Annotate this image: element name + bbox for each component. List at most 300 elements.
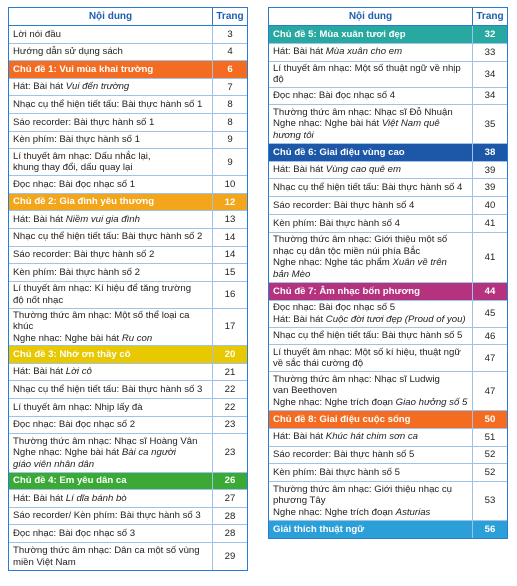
toc-entry-title	[269, 429, 472, 446]
toc-entry-title	[9, 114, 212, 131]
toc-entry-line	[273, 484, 468, 496]
toc-entry-text: độ nốt nhạc	[13, 294, 64, 306]
toc-entry-line	[13, 267, 208, 279]
toc-row[interactable]	[9, 247, 247, 265]
toc-entry-title	[9, 417, 212, 434]
toc-entry-text: Sáo recorder/ Kèn phím: Bài thực hành số 3	[13, 510, 201, 522]
toc-row[interactable]	[9, 229, 247, 247]
toc-row[interactable]	[9, 490, 247, 508]
toc-entry-line	[273, 397, 468, 409]
toc-entry-line	[273, 431, 468, 443]
toc-entry-line	[13, 493, 208, 505]
toc-page-number: 38	[472, 144, 507, 161]
toc-entry-line	[13, 436, 208, 448]
toc-entry-line	[13, 557, 208, 569]
toc-entry-text: Chủ đề 3: Nhớ ơn thầy cô	[13, 348, 131, 360]
toc-row[interactable]	[9, 364, 247, 382]
toc-topic-row[interactable]	[9, 61, 247, 79]
toc-entry-text: Đọc nhạc: Bài đọc nhạc số 3	[13, 528, 136, 540]
toc-entry-title	[9, 282, 212, 308]
toc-entry-line	[273, 414, 468, 426]
toc-page-number: 26	[212, 473, 247, 490]
toc-entry-title	[9, 473, 212, 490]
toc-entry-title	[269, 215, 472, 232]
toc-page-number: 13	[212, 211, 247, 228]
toc-entry-title-italic: Lí dĩa bánh bò	[65, 492, 127, 504]
toc-entry-text: Thường thức âm nhạc: Nhạc sĩ Ludwig	[273, 373, 440, 385]
toc-page-number: 9	[212, 149, 247, 175]
toc-entry-text: Lí thuyết âm nhạc: Một số thuật ngữ về nhịp độ	[273, 62, 461, 86]
toc-entry-text: Nghe nhạc: Nghe trích đoạn	[273, 506, 396, 518]
toc-row[interactable]	[269, 215, 507, 233]
toc-rows	[269, 26, 507, 538]
toc-entry-title	[9, 79, 212, 96]
toc-entry-line	[13, 151, 208, 163]
toc-entry-line	[273, 302, 468, 314]
toc-entry-title	[9, 543, 212, 570]
toc-entry-text: về sắc thái cường độ	[273, 358, 364, 370]
toc-entry-text: Thường thức âm nhạc: Giới thiệu một số	[273, 234, 448, 246]
toc-entry-title-italic: bản Mèo	[273, 268, 311, 280]
toc-entry-text: Lí thuyết âm nhạc: Nhịp lấy đà	[13, 401, 143, 413]
toc-row[interactable]	[9, 543, 247, 570]
toc-entry-line	[273, 234, 468, 246]
toc-row[interactable]	[9, 399, 247, 417]
toc-entry-title	[269, 144, 472, 161]
toc-entry-line	[273, 90, 468, 102]
toc-entry-text: Nghe nhạc: Nghe bài hát	[13, 447, 122, 459]
toc-entry-text: khung thay đổi, dấu quay lại	[13, 162, 133, 174]
toc-entry-line	[273, 118, 468, 130]
toc-entry-title	[269, 197, 472, 214]
toc-page-number: 8	[212, 114, 247, 131]
toc-entry-line	[13, 134, 208, 146]
toc-entry-line	[13, 283, 208, 295]
toc-page-number: 17	[212, 309, 247, 346]
toc-row[interactable]	[9, 508, 247, 526]
toc-row[interactable]	[269, 88, 507, 106]
toc-entry-line	[13, 402, 208, 414]
toc-entry-title	[269, 88, 472, 105]
toc-entry-title	[269, 345, 472, 371]
toc-entry-title	[9, 96, 212, 113]
toc-entry-line	[273, 507, 468, 519]
toc-topic-row[interactable]	[269, 521, 507, 539]
toc-page-number: 52	[472, 464, 507, 481]
toc-header	[9, 8, 247, 26]
toc-entry-line	[273, 286, 468, 298]
toc-entry-line	[13, 46, 208, 58]
toc-entry-text: Sáo recorder: Bài thực hành số 1	[13, 116, 155, 128]
toc-entry-line	[273, 385, 468, 397]
toc-entry-text: Kèn phím: Bài thực hành số 4	[273, 217, 400, 229]
toc-page-number: 40	[472, 197, 507, 214]
toc-entry-text: Thường thức âm nhạc: Dân ca một số vùng	[13, 545, 200, 557]
toc-entry-line	[13, 333, 208, 345]
toc-page-number: 20	[212, 346, 247, 363]
toc-entry-text: Hướng dẫn sử dụng sách	[13, 46, 123, 58]
toc-entry-text: Hát: Bài hát	[273, 164, 326, 176]
toc-entry-title	[269, 521, 472, 539]
toc-page-number: 22	[212, 399, 247, 416]
toc-row[interactable]	[269, 482, 507, 521]
toc-entry-title-italic: Niềm vui gia đình	[65, 213, 140, 225]
toc-page-number: 9	[212, 132, 247, 149]
toc-topic-row[interactable]	[9, 194, 247, 212]
toc-entry-title	[269, 372, 472, 410]
toc-entry-line	[13, 64, 208, 76]
toc-entry-text: Hát: Bài hát	[273, 313, 326, 325]
toc-row[interactable]	[269, 447, 507, 465]
toc-entry-title	[9, 346, 212, 363]
toc-entry-title-italic: Xuân về trên	[392, 257, 447, 269]
toc-entry-line	[13, 510, 208, 522]
toc-entry-line	[273, 46, 468, 58]
toc-page-number: 27	[212, 490, 247, 507]
toc-entry-text: Giải thích thuật ngữ	[273, 523, 365, 535]
toc-entry-line	[273, 182, 468, 194]
header-page: Trang	[212, 8, 247, 25]
toc-entry-line	[13, 214, 208, 226]
header-content: Nội dung	[88, 11, 133, 22]
toc-row[interactable]	[9, 96, 247, 114]
toc-page-number: 52	[472, 447, 507, 464]
toc-entry-title	[9, 149, 212, 175]
toc-page-number: 39	[472, 179, 507, 196]
toc-entry-title	[269, 105, 472, 143]
toc-entry-title	[269, 179, 472, 196]
toc-entry-line	[273, 358, 468, 370]
toc-entry-title-italic: Lời cô	[65, 366, 92, 378]
toc-page-number: 3	[212, 26, 247, 43]
toc-entry-title	[269, 301, 472, 327]
toc-entry-title	[9, 44, 212, 61]
toc-page-number: 47	[472, 345, 507, 371]
toc-topic-row[interactable]	[269, 283, 507, 301]
toc-entry-line	[13, 249, 208, 261]
toc-entry-line	[273, 330, 468, 342]
toc-entry-title-italic: Bài ca người	[121, 447, 176, 459]
toc-entry-line	[13, 310, 208, 333]
toc-row[interactable]	[9, 381, 247, 399]
toc-entry-title	[269, 44, 472, 61]
toc-entry-line	[273, 467, 468, 479]
toc-entry-line	[273, 269, 468, 281]
toc-page-number: 28	[212, 508, 247, 525]
toc-entry-text: Sáo recorder: Bài thực hành số 4	[273, 199, 415, 211]
toc-page-number: 29	[212, 543, 247, 570]
toc-entry-title-italic: Giao hưởng số 5	[395, 396, 468, 408]
toc-entry-text: Đọc nhạc: Bài đọc nhạc số 4	[273, 90, 396, 102]
toc-entry-title	[9, 490, 212, 507]
toc-entry-title	[9, 309, 212, 346]
toc-entry-text: Thường thức âm nhạc: Một số thể loại ca khúc	[13, 309, 190, 333]
toc-entry-text: Đọc nhạc: Bài đọc nhạc số 5	[273, 302, 396, 314]
toc-row[interactable]	[9, 132, 247, 150]
toc-row[interactable]	[9, 417, 247, 435]
toc-entry-text: Chủ đề 8: Giai điệu cuộc sống	[273, 413, 411, 425]
toc-entry-text: Đọc nhạc: Bài đọc nhạc số 2	[13, 419, 136, 431]
toc-entry-line	[13, 162, 208, 174]
toc-row[interactable]	[9, 211, 247, 229]
toc-entry-title	[9, 399, 212, 416]
toc-entry-text: Sáo recorder: Bài thực hành số 5	[273, 449, 415, 461]
toc-row[interactable]	[269, 105, 507, 144]
toc-entry-line	[13, 179, 208, 191]
toc-row[interactable]	[269, 372, 507, 411]
toc-page-number: 15	[212, 264, 247, 281]
toc-entry-line	[273, 257, 468, 269]
toc-row[interactable]	[269, 44, 507, 62]
toc-page-number: 53	[472, 482, 507, 520]
toc-entry-text: nhạc cụ dân tộc miền núi phía Bắc	[273, 245, 421, 257]
toc-entry-title-italic: Ru con	[121, 332, 153, 344]
toc-entry-line	[13, 384, 208, 396]
toc-page-number: 4	[212, 44, 247, 61]
toc-page-number: 22	[212, 381, 247, 398]
toc-row[interactable]	[9, 434, 247, 473]
toc-entry-text: Nghe nhạc: Nghe trích đoạn	[273, 396, 396, 408]
toc-entry-text: Nhạc cụ thể hiện tiết tấu: Bài thực hành số 2	[13, 231, 203, 243]
toc-entry-line	[273, 130, 468, 142]
toc-entry-line	[13, 475, 208, 487]
toc-entry-title	[9, 194, 212, 211]
toc-row[interactable]	[9, 525, 247, 543]
toc-entry-text: Nghe nhạc: Nghe bài hát	[13, 332, 122, 344]
toc-entry-line	[13, 29, 208, 41]
toc-entry-title	[269, 283, 472, 300]
toc-entry-title	[269, 447, 472, 464]
toc-page-number: 10	[212, 176, 247, 193]
toc-entry-text: Chủ đề 1: Vui mùa khai trường	[13, 63, 154, 75]
toc-page-number: 32	[472, 26, 507, 43]
toc-entry-text: Kèn phím: Bài thực hành số 5	[273, 467, 400, 478]
toc-entry-line	[273, 347, 468, 359]
toc-entry-title	[9, 364, 212, 381]
toc-entry-text: Nhạc cụ thể hiện tiết tấu: Bài thực hành số 3	[13, 383, 203, 395]
toc-row[interactable]	[9, 44, 247, 62]
toc-row[interactable]	[269, 429, 507, 447]
toc-page-number: 34	[472, 88, 507, 105]
toc-entry-line	[273, 107, 468, 119]
toc-entry-text: Lời nói đầu	[13, 28, 61, 40]
toc-entry-line	[273, 246, 468, 258]
toc-entry-title-italic: Cuộc đời tươi đẹp (Proud of you)	[325, 313, 466, 325]
toc-entry-title-italic: Việt Nam quê	[381, 118, 440, 130]
toc-entry-text: Lí thuyết âm nhạc: Một số kí hiệu, thuật ngữ	[273, 346, 461, 358]
toc-page-number: 41	[472, 233, 507, 282]
toc-row[interactable]	[269, 197, 507, 215]
toc-entry-text: phương Tây	[273, 495, 326, 507]
toc-entry-line	[273, 200, 468, 212]
toc-row[interactable]	[269, 328, 507, 346]
toc-entry-text: Hát: Bài hát	[273, 431, 326, 443]
toc-entry-line	[13, 447, 208, 459]
toc-entry-title-italic: Vùng cao quê em	[325, 164, 402, 176]
toc-topic-row[interactable]	[269, 411, 507, 429]
toc-entry-line	[13, 349, 208, 361]
toc-entry-text: Hát: Bài hát	[13, 81, 66, 93]
toc-row[interactable]	[9, 79, 247, 97]
toc-entry-text: miền Việt Nam	[13, 556, 76, 568]
toc-page-number: 12	[212, 194, 247, 211]
toc-entry-line	[273, 314, 468, 326]
toc-row[interactable]	[9, 309, 247, 347]
toc-entry-text: Hát: Bài hát	[273, 46, 326, 58]
toc-row[interactable]	[269, 179, 507, 197]
toc-entry-title	[269, 328, 472, 345]
toc-entry-text: Lí thuyết âm nhạc: Kí hiệu để tăng trường	[13, 283, 192, 295]
toc-entry-text: Chủ đề 6: Giai điệu vùng cao	[273, 146, 405, 158]
toc-entry-text: Lí thuyết âm nhạc: Dấu nhắc lại,	[13, 150, 151, 162]
toc-entry-line	[13, 295, 208, 307]
toc-entry-title	[269, 26, 472, 43]
toc-entry-line	[273, 218, 468, 230]
toc-entry-line	[273, 164, 468, 176]
toc-entry-title-italic: hương tôi	[273, 129, 314, 141]
toc-rows	[9, 26, 247, 570]
toc-entry-title	[9, 132, 212, 149]
toc-page-number: 14	[212, 229, 247, 246]
toc-row[interactable]	[9, 114, 247, 132]
toc-entry-line	[13, 99, 208, 111]
toc-entry-text: Thường thức âm nhạc: Nhạc sĩ Đỗ Nhuận	[273, 106, 453, 118]
toc-entry-title	[269, 62, 472, 87]
toc-entry-title	[9, 247, 212, 264]
toc-entry-title	[269, 482, 472, 520]
toc-entry-line	[13, 117, 208, 129]
toc-row[interactable]	[9, 149, 247, 176]
toc-row[interactable]	[269, 464, 507, 482]
toc-page-number: 28	[212, 525, 247, 542]
toc-entry-text: Thường thức âm nhạc: Giới thiệu nhạc cụ	[273, 483, 453, 495]
toc-page-number: 16	[212, 282, 247, 308]
toc-row[interactable]	[269, 301, 507, 328]
toc-page-number: 23	[212, 417, 247, 434]
toc-entry-text: Chủ đề 4: Em yêu dân ca	[13, 475, 127, 487]
toc-row[interactable]	[9, 264, 247, 282]
toc-row[interactable]	[9, 176, 247, 194]
toc-page-number: 47	[472, 372, 507, 410]
toc-entry-text: Hát: Bài hát	[13, 366, 66, 378]
toc-entry-text: Đọc nhạc: Bài đọc nhạc số 1	[13, 178, 136, 190]
toc-page-number: 44	[472, 283, 507, 300]
toc-entry-text: Nhạc cụ thể hiện tiết tấu: Bài thực hành số 5	[273, 330, 463, 342]
toc-entry-title	[269, 162, 472, 179]
toc-entry-line	[273, 524, 468, 536]
toc-entry-text: Nghe nhạc: Nghe tác phẩm	[273, 257, 393, 269]
toc-entry-text: Nhạc cụ thể hiện tiết tấu: Bài thực hành số 1	[13, 98, 203, 110]
toc-entry-line	[273, 29, 468, 41]
toc-entry-title	[269, 233, 472, 282]
toc-entry-text: Chủ đề 5: Mùa xuân tươi đẹp	[273, 28, 406, 40]
toc-entry-title	[9, 61, 212, 78]
toc-entry-line	[273, 63, 468, 86]
toc-page-number: 7	[212, 79, 247, 96]
toc-entry-line	[13, 419, 208, 431]
toc-entry-title	[9, 525, 212, 542]
toc-page-number: 23	[212, 434, 247, 472]
toc-entry-line	[273, 495, 468, 507]
toc-entry-text: Hát: Bài hát	[13, 213, 66, 225]
toc-entry-text: Sáo recorder: Bài thực hành số 2	[13, 249, 155, 261]
toc-row[interactable]	[269, 345, 507, 372]
toc-row[interactable]	[269, 62, 507, 88]
toc-entry-text: Chủ đề 7: Âm nhạc bốn phương	[273, 285, 421, 297]
toc-entry-line	[13, 196, 208, 208]
toc-topic-row[interactable]	[9, 346, 247, 364]
toc-entry-line	[13, 528, 208, 540]
toc-entry-title	[269, 464, 472, 481]
toc-page-number: 35	[472, 105, 507, 143]
toc-page-number: 21	[212, 364, 247, 381]
toc-page-number: 51	[472, 429, 507, 446]
toc-entry-line	[13, 459, 208, 471]
toc-header	[269, 8, 507, 26]
toc-page-number: 46	[472, 328, 507, 345]
toc-row[interactable]	[9, 26, 247, 44]
toc-entry-line	[273, 374, 468, 386]
toc-entry-text: Thường thức âm nhạc: Nhạc sĩ Hoàng Vân	[13, 435, 198, 447]
header-content: Nội dung	[348, 11, 393, 22]
toc-entry-line	[273, 147, 468, 159]
toc-entry-text: Nhạc cụ thể hiện tiết tấu: Bài thực hành số 4	[273, 182, 463, 194]
toc-entry-line	[273, 449, 468, 461]
toc-row[interactable]	[9, 282, 247, 309]
toc-entry-line	[13, 81, 208, 93]
toc-entry-title	[9, 211, 212, 228]
toc-entry-text: van Beethoven	[273, 385, 338, 397]
toc-entry-title	[9, 26, 212, 43]
toc-entry-line	[13, 545, 208, 557]
toc-entry-title	[9, 229, 212, 246]
toc-entry-title	[9, 381, 212, 398]
toc-entry-line	[13, 366, 208, 378]
toc-entry-title	[9, 264, 212, 281]
toc-entry-title	[9, 508, 212, 525]
toc-page-number: 6	[212, 61, 247, 78]
toc-entry-title-italic: giáo viên nhân dân	[13, 458, 95, 470]
toc-entry-text: Chủ đề 2: Gia đình yêu thương	[13, 196, 155, 208]
toc-entry-text: Nghe nhạc: Nghe bài hát	[273, 118, 382, 130]
toc-left	[8, 7, 248, 571]
toc-page-number: 33	[472, 44, 507, 61]
toc-entry-title-italic: Vui đến trường	[65, 81, 130, 93]
toc-entry-line	[13, 231, 208, 243]
toc-entry-title	[9, 434, 212, 472]
toc-topic-row[interactable]	[9, 473, 247, 491]
toc-entry-text: Hát: Bài hát	[13, 492, 66, 504]
toc-topic-row[interactable]	[269, 26, 507, 44]
toc-page-number: 45	[472, 301, 507, 327]
toc-page-number: 56	[472, 521, 507, 539]
toc-right	[268, 7, 508, 539]
toc-topic-row[interactable]	[269, 144, 507, 162]
toc-page-number: 39	[472, 162, 507, 179]
toc-entry-title-italic: Asturias	[395, 506, 431, 518]
header-page: Trang	[472, 8, 507, 25]
toc-row[interactable]	[269, 233, 507, 283]
toc-entry-title-italic: Mùa xuân cho em	[325, 46, 403, 58]
toc-page-number: 8	[212, 96, 247, 113]
toc-row[interactable]	[269, 162, 507, 180]
toc-page-number: 50	[472, 411, 507, 428]
toc-page-number: 14	[212, 247, 247, 264]
toc-entry-text: Kèn phím: Bài thực hành số 2	[13, 266, 140, 278]
toc-page-number: 41	[472, 215, 507, 232]
toc-page-number: 34	[472, 62, 507, 87]
toc-entry-text: Kèn phím: Bài thực hành số 1	[13, 134, 140, 146]
